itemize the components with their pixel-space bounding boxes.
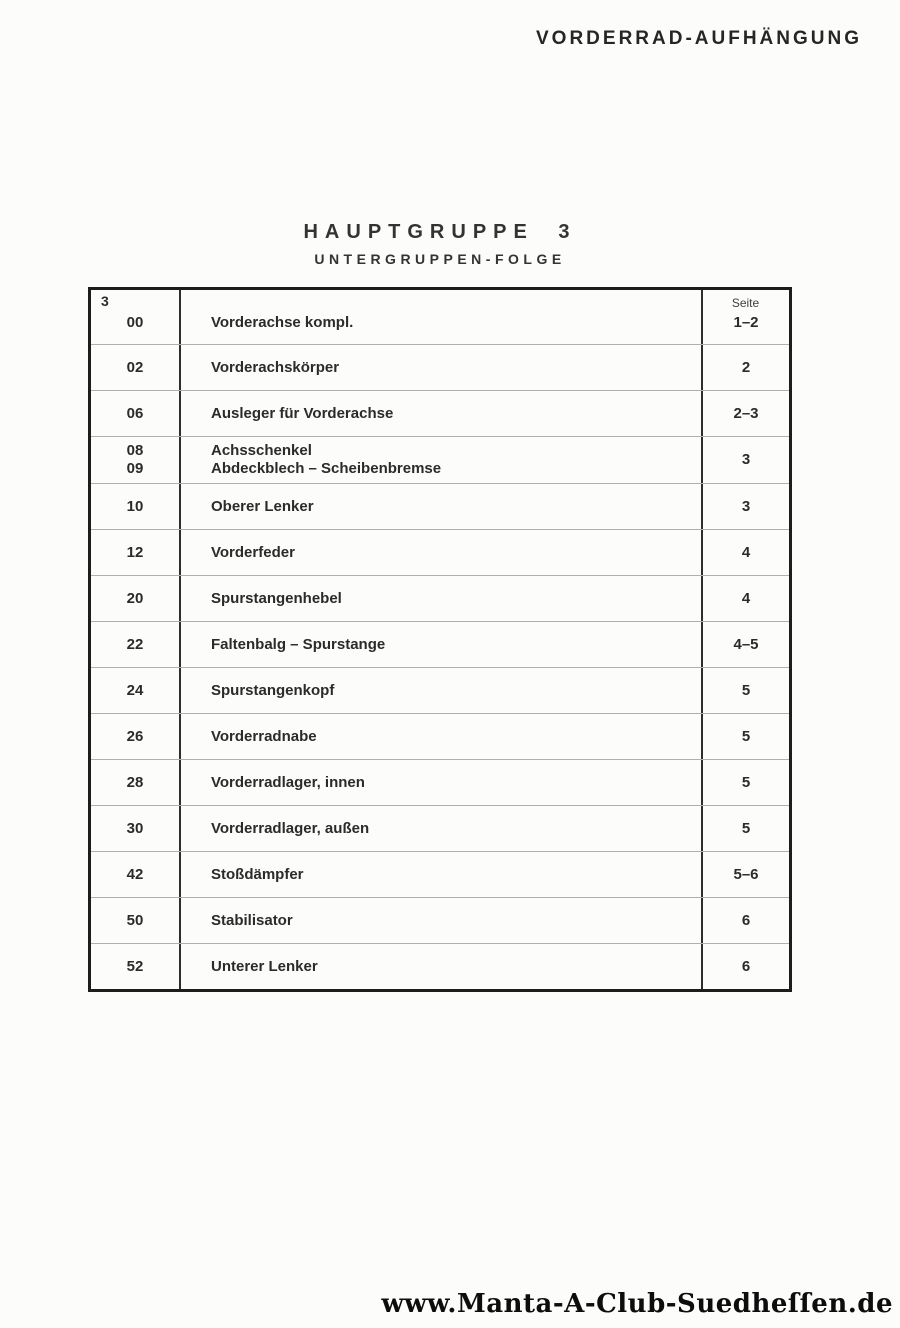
subgroup-label: Achsschenkel Abdeckblech – Scheibenbremse (181, 437, 703, 483)
subgroup-label: Spurstangenhebel (181, 576, 703, 621)
subgroup-sequence-title: UNTERGRUPPEN-FOLGE (314, 251, 566, 267)
subgroup-label: Stoßdämpfer (181, 852, 703, 897)
subgroup-label: Faltenbalg – Spurstange (181, 622, 703, 667)
subgroup-table (88, 287, 792, 992)
subgroup-code: 06 (91, 391, 181, 436)
subgroup-code: 28 (91, 760, 181, 805)
table-row (91, 529, 789, 575)
table-group-number: 3 (101, 293, 109, 309)
watermark-url-text: www.Manta-A-Club-Suedheſſen.de (381, 1289, 893, 1319)
group-heading (88, 221, 792, 267)
subgroup-label: Vorderachse kompl. (181, 290, 703, 344)
page-number: 5–6 (733, 865, 759, 883)
page-number: 4–5 (733, 635, 759, 653)
table-row (91, 483, 789, 529)
subgroup-code: 30 (91, 806, 181, 851)
page-number: 5 (741, 681, 751, 699)
subgroup-label: Oberer Lenker (181, 484, 703, 529)
subgroup-label: Stabilisator (181, 898, 703, 943)
subgroup-code: 08 09 (91, 437, 181, 483)
subgroup-label: Unterer Lenker (181, 944, 703, 989)
subgroup-code: 26 (91, 714, 181, 759)
page-title: VORDERRAD-AUFHÄNGUNG (536, 28, 862, 49)
table-row (91, 943, 789, 989)
subgroup-label: Vorderradlager, außen (181, 806, 703, 851)
subgroup-code: 50 (91, 898, 181, 943)
table-row (91, 851, 789, 897)
page-number: 6 (741, 957, 751, 975)
main-group-title: HAUPTGRUPPE 3 (303, 221, 577, 243)
page-number: 2 (741, 358, 751, 376)
subgroup-label: Spurstangenkopf (181, 668, 703, 713)
table-row (91, 713, 789, 759)
subgroup-label: Vorderradlager, innen (181, 760, 703, 805)
subgroup-code: 02 (91, 345, 181, 390)
table-row (91, 390, 789, 436)
subgroup-code: 20 (91, 576, 181, 621)
subgroup-code: 42 (91, 852, 181, 897)
table-row (91, 436, 789, 483)
subgroup-code: 00 (91, 290, 181, 344)
subgroup-code: 22 (91, 622, 181, 667)
table-row (91, 805, 789, 851)
subgroup-code: 24 (91, 668, 181, 713)
table-rows (91, 290, 789, 989)
table-row (91, 759, 789, 805)
table-row (91, 667, 789, 713)
page-number: 4 (741, 589, 751, 607)
table-row (91, 897, 789, 943)
subgroup-label: Vorderachskörper (181, 345, 703, 390)
page-number: 5 (741, 819, 751, 837)
table-row (91, 621, 789, 667)
subgroup-label: Vorderradnabe (181, 714, 703, 759)
subgroup-code: 52 (91, 944, 181, 989)
page-number: 2–3 (733, 404, 759, 422)
subgroup-code: 10 (91, 484, 181, 529)
page-number: 3 (741, 451, 751, 468)
subgroup-code: 12 (91, 530, 181, 575)
page-number: 5 (741, 727, 751, 745)
table-row (91, 290, 789, 344)
subgroup-label: Vorderfeder (181, 530, 703, 575)
page-column-header: Seite (731, 296, 760, 310)
page-number: 3 (741, 497, 751, 515)
table-row (91, 344, 789, 390)
page-number: 4 (741, 543, 751, 561)
subgroup-label: Ausleger für Vorderachse (181, 391, 703, 436)
table-row (91, 575, 789, 621)
page-number: 1–2 (733, 313, 759, 331)
page-number: 5 (741, 773, 751, 791)
page-number: 6 (741, 911, 751, 929)
